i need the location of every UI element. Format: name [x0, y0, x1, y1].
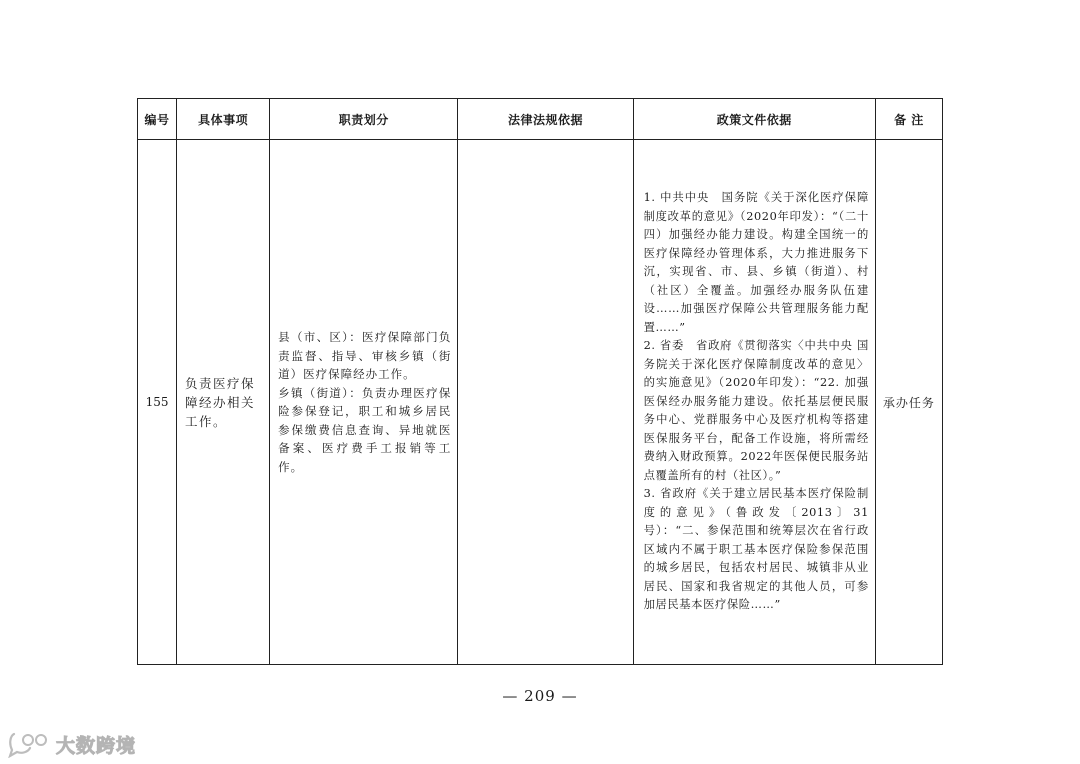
page-number: — 209 —: [502, 687, 578, 705]
header-item: 具体事项: [177, 99, 270, 140]
policy-table: [137, 98, 943, 665]
policy-paragraph-1: 1. 中共中央 国务院《关于深化医疗保障制度改革的意见》（2020年印发）：“（二十四）加强经办能力建设。构建全国统一的医疗保障经办管理体系，大力推进服务下沉，实现省、市、县、乡镇（街道）、村（社区）全覆盖。加强经办服务队伍建设……加强医疗保障公共管理服务能力配置……”: [643, 191, 869, 334]
header-duty: 职责划分: [270, 99, 458, 140]
watermark-text: 大数跨境: [56, 734, 137, 757]
chat-bubble-logo-icon: [8, 730, 52, 758]
header-policy: 政策文件依据: [633, 99, 875, 140]
row-item: 负责医疗保障经办相关工作。: [177, 140, 270, 665]
row-note: 承办任务: [875, 140, 942, 665]
header-number: 编号: [138, 99, 177, 140]
row-law: [458, 140, 633, 665]
policy-paragraph-3: 3. 省政府《关于建立居民基本医疗保险制度的意见》（鲁政发〔2013〕31号）：“二、参保范围和统筹层次在省行政区域内不属于职工基本医疗保险参保范围的城乡居民，包括农村居民、城镇非从业居民、国家和我省规定的其他人员，可参加居民基本医疗保险……”: [643, 487, 869, 612]
row-duty-text: 县（市、区）：医疗保障部门负责监督、指导、审核乡镇（街道）医疗保障经办工作。 乡镇（街道）：负责办理医疗保险参保登记，职工和城乡居民参保缴费信息查询、异地就医备案、医疗费手工报销等工作。: [278, 330, 452, 474]
header-note: 备 注: [875, 99, 942, 140]
watermark: [8, 728, 136, 760]
policy-paragraph-2: 2. 省委 省政府《贯彻落实〈中共中央 国务院关于深化医疗保障制度改革的意见〉的实施意见》（2020年印发）：“22. 加强医保经办服务能力建设。依托基层便民服务中心、党群服务中心及医疗机构等搭建医保服务平台，配备工作设施，将所需经费纳入财政预算。2022年医保便民服务站点覆盖所有的村（社区）。”: [643, 339, 869, 482]
header-row: [138, 99, 943, 140]
table-row: [138, 140, 943, 665]
header-law: 法律法规依据: [458, 99, 633, 140]
row-number: 155: [138, 140, 177, 665]
row-policy: [633, 140, 875, 665]
row-duty: [270, 140, 458, 665]
table-header: [138, 99, 943, 140]
